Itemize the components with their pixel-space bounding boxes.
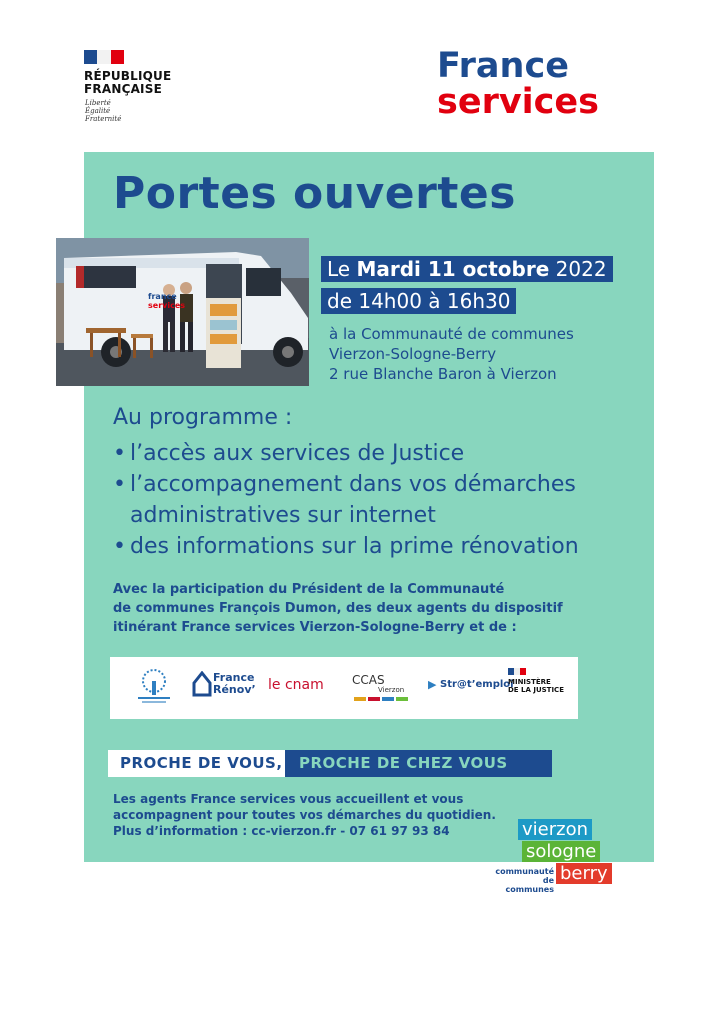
- participation-text: [113, 580, 563, 637]
- vehicle-text-2: services: [148, 301, 186, 310]
- rf-motto-1: Liberté: [85, 99, 111, 107]
- rf-motto-3: Fraternité: [85, 115, 122, 123]
- participation-line-3: itinérant France services Vierzon-Sologne-Berry et de :: [113, 620, 517, 635]
- date-prefix: Le: [327, 257, 357, 281]
- france-renov-house-icon: [192, 671, 212, 697]
- programme-item-3: • des informations sur la prime rénovation: [113, 531, 643, 562]
- rf-motto-2: Égalité: [85, 107, 111, 115]
- ccas-colors-icon: [354, 695, 410, 705]
- vz-community-2: de communes: [505, 876, 554, 894]
- rf-motto: [85, 99, 121, 123]
- address-line-1: à la Communauté de communes: [329, 325, 574, 343]
- address-line-2: Vierzon-Sologne-Berry: [329, 345, 497, 363]
- programme-title: Au programme :: [113, 405, 293, 430]
- vz-community: [492, 867, 554, 894]
- justice-flag-icon: [508, 668, 526, 675]
- address-line-3: 2 rue Blanche Baron à Vierzon: [329, 365, 557, 383]
- date-year: 2022: [549, 257, 607, 281]
- vz-word-2: sologne: [522, 841, 600, 862]
- vehicle-photo: [56, 238, 309, 386]
- france-renov-1: France: [213, 671, 255, 684]
- partners-strip: [110, 657, 578, 719]
- strat-emploi-logo: Str@t’emploi: [440, 679, 514, 690]
- footer-line-3: Plus d’information : cc-vierzon.fr - 07 61 97 93 84: [113, 824, 450, 838]
- vehicle-text-1: france: [148, 292, 177, 301]
- vz-community-1: communauté: [495, 867, 554, 876]
- slogan-part-1: PROCHE DE VOUS,: [108, 750, 285, 777]
- cnam-logo: le cnam: [268, 677, 324, 693]
- france-services-logo: [437, 48, 599, 120]
- footer-line-1: Les agents France services vous accueillent et vous: [113, 792, 464, 806]
- marianne-flag-icon: [84, 50, 124, 64]
- event-address: [329, 324, 574, 384]
- slogan-banner: [108, 750, 552, 777]
- participation-line-1: Avec la participation du Président de la Communauté: [113, 582, 505, 597]
- rf-name-line2: FRANÇAISE: [84, 82, 162, 96]
- slogan-part-2: PROCHE DE CHEZ VOUS: [285, 750, 552, 777]
- justice-logo-2: DE LA JUSTICE: [508, 686, 564, 694]
- france-renov-2: Rénov’: [213, 683, 256, 696]
- camping-car-illustration: [56, 238, 309, 386]
- programme-list: [113, 438, 643, 562]
- ccas-logo-1: CCAS: [352, 673, 385, 687]
- page-title: Portes ouvertes: [113, 168, 516, 219]
- programme-item-2: • l’accompagnement dans vos démarches administratives sur internet: [113, 469, 643, 531]
- fs-logo-line2: services: [437, 82, 599, 122]
- vz-word-1: vierzon: [518, 819, 592, 840]
- fs-logo-line1: France: [437, 46, 569, 86]
- footer-line-2: accompagnent pour toutes vos démarches du quotidien.: [113, 808, 496, 822]
- programme-item-1: • l’accès aux services de Justice: [113, 438, 643, 469]
- event-time: de 14h00 à 16h30: [321, 288, 516, 314]
- vz-word-3: berry: [556, 863, 612, 884]
- republique-francaise-logo: [84, 70, 171, 96]
- date-bold: Mardi 11 octobre: [356, 257, 550, 281]
- justice-logo-1: MINISTÈRE: [508, 678, 551, 686]
- tree-logo-icon: [132, 667, 176, 709]
- vierzon-sologne-berry-logo: [492, 819, 622, 894]
- participation-line-2: de communes François Dumon, des deux agents du dispositif: [113, 601, 563, 616]
- ccas-logo-2: Vierzon: [378, 686, 405, 694]
- rf-name-line1: RÉPUBLIQUE: [84, 69, 172, 83]
- event-date: [321, 256, 613, 282]
- strat-emploi-arrow-icon: ▶: [428, 678, 437, 691]
- footer-text: [113, 791, 496, 839]
